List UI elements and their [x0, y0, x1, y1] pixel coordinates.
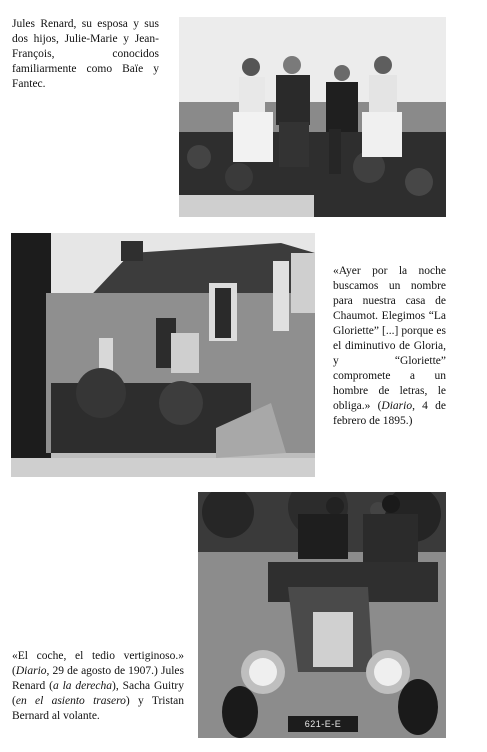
- caption-house-photo: [333, 264, 446, 429]
- caption-family-text: Jules Renard, su esposa y sus dos hijos, Julie-Marie y Jean-François, conocidos familiarmente como Baïe y Fantec.: [12, 18, 159, 90]
- caption-house-quote: «Ayer por la noche buscamos un nombre para nuestra casa de Chaumot. Elegimos “La Gloriette” [...] porque es el diminutivo de Gloria, y “Gloriette” compromete a un hombre de letras, le obliga.» (: [333, 265, 446, 412]
- family-photo: [179, 17, 446, 217]
- caption-car-bernard: ) y Tristan Bernard al volante.: [12, 695, 185, 722]
- caption-house-date: , 4 de febrero de 1895.): [333, 400, 447, 427]
- house-photo: [11, 233, 315, 477]
- family-photo-image: [179, 17, 446, 217]
- car-license-plate: 621-E-E: [304, 719, 342, 729]
- caption-house-source: Diario: [381, 400, 413, 412]
- caption-car-guitry: ), Sacha Guitry (: [12, 680, 184, 707]
- car-photo: [198, 492, 446, 738]
- house-photo-image: [11, 233, 315, 477]
- caption-car-quote: «El coche, el tedio vertiginoso.» (: [12, 650, 184, 677]
- caption-car-source: Diario: [15, 665, 47, 677]
- caption-car-date: , 29 de agosto de 1907.) Jules Renard (: [12, 665, 184, 692]
- caption-car-position-guitry: en el asiento trasero: [15, 695, 126, 707]
- caption-car-photo: [12, 649, 184, 724]
- caption-family-photo: [12, 17, 159, 92]
- caption-car-position-renard: a la derecha: [52, 680, 113, 692]
- car-photo-image: [198, 492, 446, 738]
